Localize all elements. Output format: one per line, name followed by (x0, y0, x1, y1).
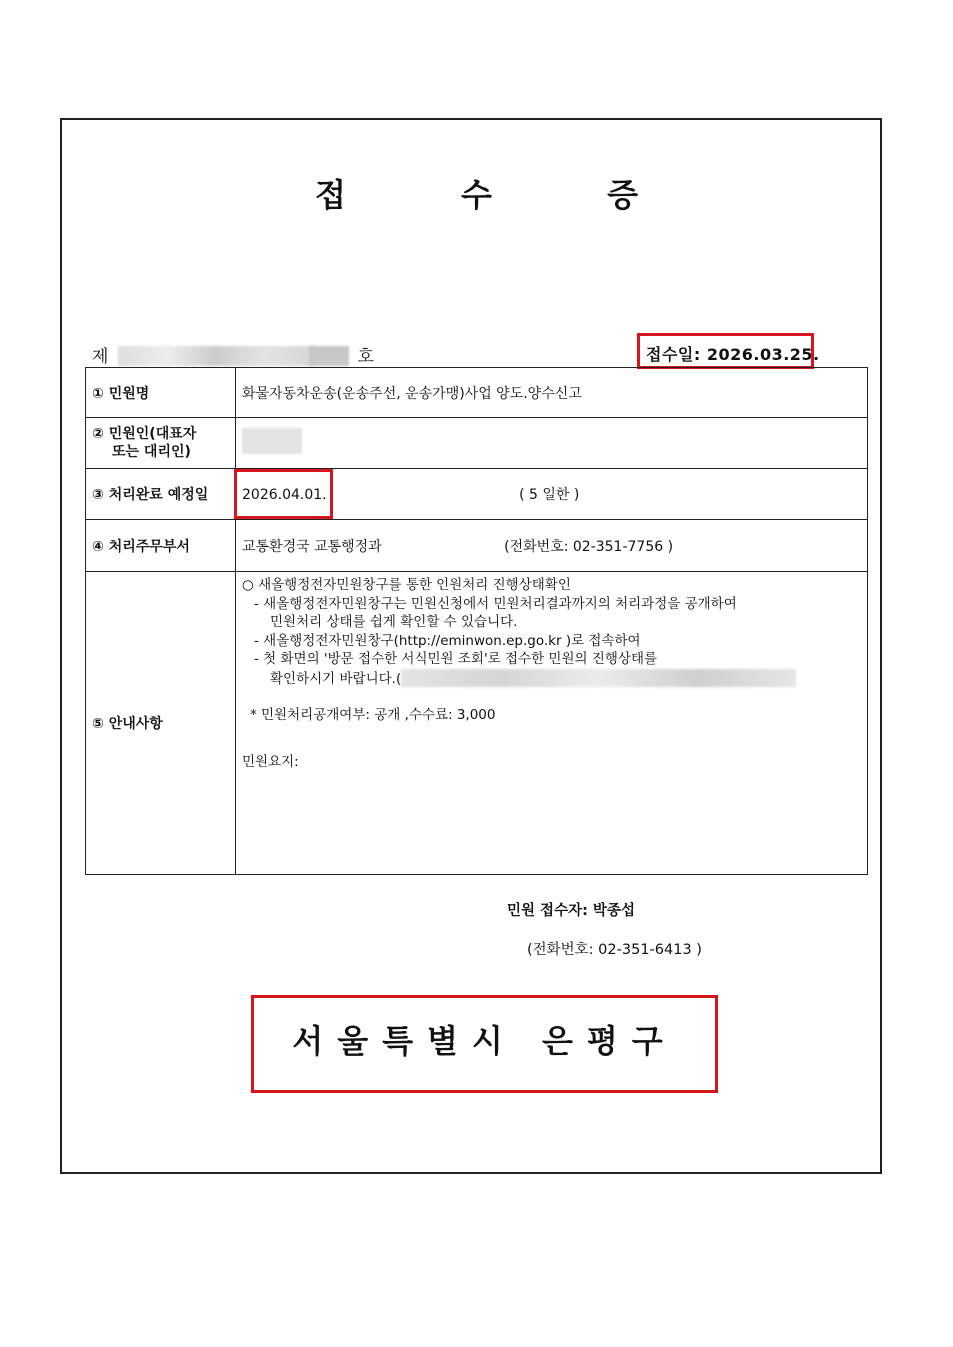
redacted-url (401, 669, 796, 687)
completion-date: 2026.04.01. (242, 487, 327, 503)
receiver-name: 민원 접수자: 박종섭 (507, 903, 635, 919)
guide-line: 민원처리 상태를 쉽게 확인할 수 있습니다. (270, 614, 518, 630)
redacted-doc-number-part (309, 346, 349, 366)
department-value: 교통환경국 교통행정과 (242, 538, 382, 555)
public-info: * 민원처리공개여부: 공개 ,수수료: 3,000 (250, 707, 496, 723)
row-completion-date (86, 469, 868, 520)
receipt-table (85, 367, 868, 875)
row-petition-name (86, 368, 868, 418)
guide-line: ○ 새올행정전자민원창구를 통한 인원처리 진행상태확인 (242, 577, 571, 593)
redacted-doc-number (118, 346, 313, 366)
department-phone: (전화번호: 02-351-7756 ) (504, 538, 674, 555)
petition-name-value: 화물자동차운송(운송주선, 운송가맹)사업 양도.양수신고 (236, 368, 868, 418)
row-applicant (86, 418, 868, 469)
guide-line: - 첫 화면의 '방문 접수한 서식민원 조회'로 접수한 민원의 진행상태를 (254, 651, 658, 667)
row-guide (86, 572, 868, 875)
guide-line-with-redaction (242, 669, 861, 689)
department-value-cell (236, 520, 868, 572)
issuer-name: 서울특별시 은평구 (292, 1022, 677, 1060)
completion-period: ( 5 일한 ) (519, 487, 580, 503)
applicant-value (236, 418, 868, 469)
guide-line: 확인하시기 바랍니다.( (270, 670, 402, 687)
department-label: ④ 처리주무부서 (86, 520, 236, 572)
guide-line: - 새올행정전자민원창구는 민원신청에서 민원처리결과까지의 처리과정을 공개하여 (254, 595, 737, 612)
document-number (92, 342, 374, 367)
receipt-date-highlight (637, 333, 814, 369)
completion-date-highlight (234, 469, 333, 519)
doc-no-prefix: 제 (92, 347, 109, 367)
applicant-label-line2: 또는 대리인) (112, 444, 191, 460)
guide-content (236, 572, 868, 875)
completion-label: ③ 처리완료 예정일 (86, 469, 236, 520)
doc-no-suffix: 호 (357, 347, 374, 367)
applicant-label (86, 418, 236, 469)
guide-label: ⑤ 안내사항 (86, 572, 236, 875)
summary-label: 민원요지: (242, 753, 299, 770)
redacted-applicant (242, 428, 302, 454)
applicant-label-line1: ② 민원인(대표자 (92, 426, 197, 442)
receipt-date: 접수일: 2026.03.25. (646, 345, 820, 364)
petition-name-label: ① 민원명 (86, 368, 236, 418)
receiver-phone: (전화번호: 02-351-6413 ) (527, 942, 702, 958)
guide-line: - 새올행정전자민원창구(http://eminwon.ep.go.kr )로 접속하여 (254, 632, 641, 649)
document-title: 접 수 증 (314, 176, 691, 214)
row-department (86, 520, 868, 572)
